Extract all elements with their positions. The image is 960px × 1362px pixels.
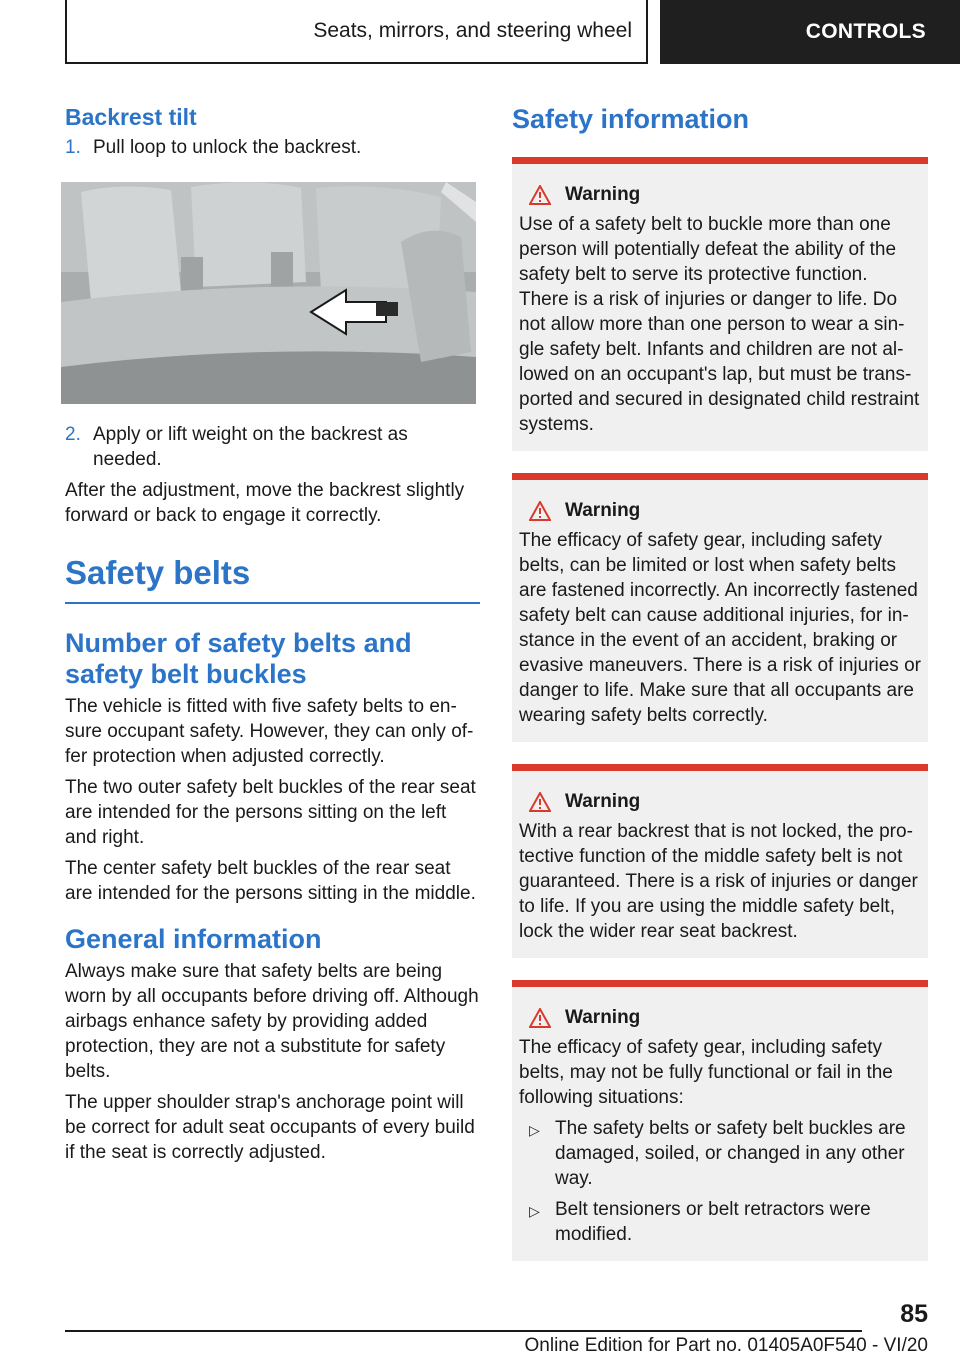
warning-label: Warning <box>565 791 641 812</box>
triangle-bullet-icon: ▷ <box>529 1203 540 1219</box>
step-number: 1. <box>65 137 81 158</box>
general-information-heading: General information <box>65 924 322 954</box>
list-item-text: Belt tensioners or belt retractors were modified. <box>555 1199 871 1245</box>
header-chapter-title: CONTROLS <box>805 20 926 43</box>
safety-belts-heading: Safety belts <box>65 554 251 591</box>
adjustment-paragraph: After the adjustment, move the backrest slightly forward or back to engage it correctly. <box>65 480 465 526</box>
step-text: Apply or lift weight on the backrest as needed. <box>93 424 408 470</box>
step-2 <box>65 422 480 472</box>
page-number: 85 <box>900 1300 928 1328</box>
warning-triangle-icon <box>529 185 551 205</box>
header-section-title: Seats, mirrors, and steering wheel <box>313 19 632 42</box>
list-item-text: The safety belts or safety belt buckles are damaged, soiled, or changed in any other way. <box>555 1118 906 1189</box>
general-paragraph-1: Always make sure that safety belts are being worn by all occupants before driving off. Although airbags enhance safety by providing added protection, they are not a substitute for safety belts. <box>65 961 479 1082</box>
number-paragraph-2: The two outer safety belt buckles of the rear seat are intended for the persons sitting on the left and right. <box>65 777 476 848</box>
warning-label: Warning <box>565 500 641 521</box>
list-item <box>529 1116 922 1191</box>
warning-text: Use of a safety belt to buckle more than one person will potentially defeat the ability of the safety belt to serve its protective function. There is a risk of injuries or danger to life. Do not allow more than one person to wear a single safety belt. Infants and children are not allowed on an occupant's lap, but must be transported and secured in designated child restraint systems. <box>519 214 920 435</box>
backrest-tilt-heading: Backrest tilt <box>65 104 197 130</box>
left-column <box>65 100 480 1171</box>
step-number: 2. <box>65 424 81 445</box>
header-section <box>65 0 648 64</box>
safety-information-heading: Safety information <box>512 104 750 134</box>
warning-triangle-icon <box>529 501 551 521</box>
rear-seat-photo <box>61 182 476 404</box>
warning-text: The efficacy of safety gear, including safety belts, may not be fully functional or fail in the following situations: <box>519 1037 893 1108</box>
list-item <box>529 1197 922 1247</box>
heading-divider <box>65 602 480 604</box>
warning-box <box>512 473 928 742</box>
triangle-bullet-icon: ▷ <box>529 1122 540 1138</box>
number-paragraph-3: The center safety belt buckles of the rear seat are intended for the persons sitting in the middle. <box>65 858 476 904</box>
general-paragraph-2: The upper shoulder strap's anchorage point will be correct for adult seat occupants of every build if the seat is correctly adjusted. <box>65 1092 475 1163</box>
footer-divider <box>65 1330 862 1332</box>
warning-triangle-icon <box>529 792 551 812</box>
step-text: Pull loop to unlock the backrest. <box>93 137 362 158</box>
warning-box <box>512 980 928 1261</box>
header-chapter <box>660 0 960 64</box>
right-column <box>512 100 928 1261</box>
number-paragraph-1: The vehicle is fitted with five safety belts to ensure occupant safety. However, they can only offer protection when adjusted correctly. <box>65 696 474 767</box>
warning-box <box>512 157 928 451</box>
warning-triangle-icon <box>529 1008 551 1028</box>
step-1 <box>65 135 480 160</box>
warning-text: The efficacy of safety gear, including safety belts, can be limited or lost when safety belts are fastened incorrectly. An incorrectly fastened safety belt can cause additional injuries, for instance in the event of an accident, braking or evasive maneuvers. There is a risk of injuries or danger to life. Make sure that all occupants are wearing safety belts correctly. <box>519 530 921 726</box>
number-of-belts-heading: Number of safety belts and safety belt buckles <box>65 628 412 689</box>
warning-label: Warning <box>565 1007 641 1028</box>
warning-text: With a rear backrest that is not locked, the protective function of the middle safety belt is not guaranteed. There is a risk of injuries or danger to life. If you are using the middle safety belt, lock the wider rear seat backrest. <box>519 821 918 942</box>
footer-edition: Online Edition for Part no. 01405A0F540 - VI/20 <box>524 1335 928 1356</box>
warning-box <box>512 764 928 958</box>
warning-label: Warning <box>565 184 641 205</box>
